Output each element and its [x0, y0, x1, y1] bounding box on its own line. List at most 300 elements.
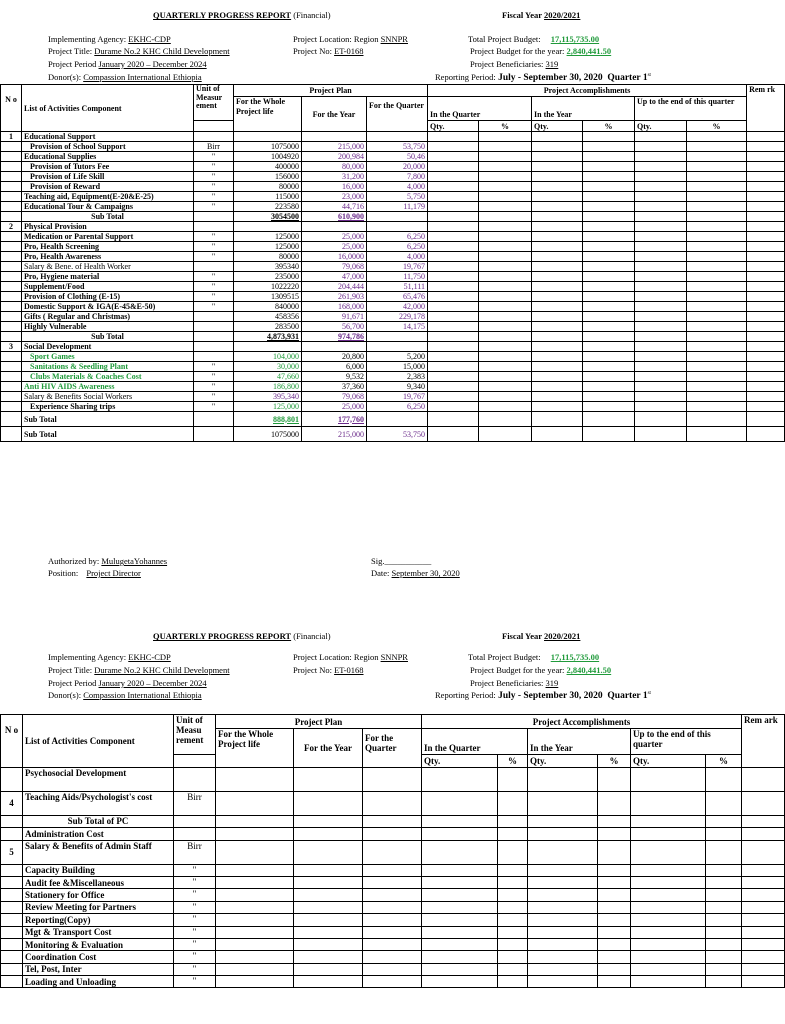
plan-quarter: 15,000 [367, 362, 428, 372]
financial-table-1 [0, 84, 785, 442]
empty-cell [479, 132, 532, 142]
col-header-year: For the Year [294, 729, 363, 768]
col-header-no: N o [1, 85, 22, 132]
table-row [1, 938, 785, 950]
empty-cell [635, 352, 687, 362]
empty-cell [687, 372, 747, 382]
report-title: QUARTERLY PROGRESS REPORT (Financial) [153, 631, 331, 641]
empty-cell [742, 767, 785, 791]
plan-quarter: 5,750 [367, 192, 428, 202]
row-no [1, 951, 23, 963]
table-row [1, 332, 785, 342]
empty-cell [747, 427, 785, 442]
row-no [1, 938, 23, 950]
empty-cell [583, 402, 635, 412]
table-row [1, 815, 785, 827]
empty-cell [747, 262, 785, 272]
empty-cell [687, 242, 747, 252]
empty-cell [747, 172, 785, 182]
empty-cell [583, 342, 635, 352]
activity-name: Social Development [22, 342, 194, 352]
empty-cell [598, 889, 631, 901]
unit: " [174, 951, 216, 963]
row-no [1, 828, 23, 840]
row-no [1, 963, 23, 975]
plan-year: 56,700 [302, 322, 367, 332]
col-header-activities: List of Activities Component [23, 715, 174, 768]
empty-cell [747, 232, 785, 242]
empty-cell [635, 427, 687, 442]
unit [194, 212, 234, 222]
empty-cell [363, 951, 422, 963]
table-row [1, 252, 785, 262]
plan-whole: 235000 [234, 272, 302, 282]
empty-cell [706, 864, 742, 876]
plan-whole: 125,000 [234, 402, 302, 412]
empty-cell [747, 272, 785, 282]
activity-name: Highly Vulnerable [22, 322, 194, 332]
empty-cell [706, 976, 742, 988]
empty-cell [583, 172, 635, 182]
empty-cell [532, 372, 583, 382]
row-no [1, 815, 23, 827]
empty-cell [532, 292, 583, 302]
plan-year: 23,000 [302, 192, 367, 202]
empty-cell [583, 362, 635, 372]
plan-year: 79,068 [302, 262, 367, 272]
project-no: Project No: ET-0168 [293, 665, 364, 675]
empty-cell [479, 222, 532, 232]
empty-cell [294, 767, 363, 791]
empty-cell [598, 828, 631, 840]
empty-cell [598, 914, 631, 926]
col-header-quarter: For the Quarter [367, 97, 428, 132]
empty-cell [428, 292, 479, 302]
activity-name: Loading and Unloading [23, 976, 174, 988]
empty-cell [479, 402, 532, 412]
empty-cell [598, 976, 631, 988]
plan-whole: 104,000 [234, 352, 302, 362]
empty-cell [479, 382, 532, 392]
empty-cell [532, 352, 583, 362]
col-header-plan: Project Plan [216, 715, 422, 729]
row-no [1, 901, 23, 913]
plan-whole: 186,800 [234, 382, 302, 392]
activity-name: Audit fee &Miscellaneous [23, 876, 174, 888]
empty-cell [687, 302, 747, 312]
empty-cell [631, 791, 706, 815]
empty-cell [363, 963, 422, 975]
empty-cell [687, 132, 747, 142]
plan-year: 9,532 [302, 372, 367, 382]
row-no [1, 142, 22, 152]
spacer [532, 97, 635, 109]
empty-cell [631, 901, 706, 913]
plan-quarter: 5,200 [367, 352, 428, 362]
empty-cell [598, 926, 631, 938]
activity-name: Physical Provision [22, 222, 194, 232]
project-title: Project Title: Durame No.2 KHC Child Development [48, 665, 230, 675]
empty-cell [479, 272, 532, 282]
table-row [1, 352, 785, 362]
empty-cell [428, 427, 479, 442]
empty-cell [583, 212, 635, 222]
empty-cell [532, 202, 583, 212]
table-row [1, 864, 785, 876]
empty-cell [583, 352, 635, 362]
empty-cell [528, 889, 598, 901]
activity-name: Sub Total [22, 212, 194, 222]
plan-quarter: 14,175 [367, 322, 428, 332]
empty-cell [687, 427, 747, 442]
empty-cell [498, 976, 528, 988]
activity-name: Salary & Benefits Social Workers [22, 392, 194, 402]
activity-name: Domestic Support & IGA(E-45&E-50) [22, 302, 194, 312]
unit: " [174, 963, 216, 975]
activity-name: Educational Support [22, 132, 194, 142]
empty-cell [583, 332, 635, 342]
plan-whole [234, 342, 302, 352]
row-no [1, 976, 23, 988]
empty-cell [706, 828, 742, 840]
empty-cell [747, 192, 785, 202]
empty-cell [747, 362, 785, 372]
table-row [1, 212, 785, 222]
empty-cell [687, 262, 747, 272]
empty-cell [498, 951, 528, 963]
col-header-unit: Unit of Measur ement [194, 85, 234, 121]
empty-cell [706, 889, 742, 901]
activity-name: Psychosocial Development [23, 767, 174, 791]
row-no [1, 172, 22, 182]
empty-cell [583, 182, 635, 192]
empty-cell [422, 914, 498, 926]
empty-cell [598, 951, 631, 963]
empty-cell [635, 202, 687, 212]
empty-cell [532, 342, 583, 352]
table-row [1, 302, 785, 312]
spacer [174, 755, 216, 767]
plan-whole: 888,801 [234, 412, 302, 427]
plan-whole: 840000 [234, 302, 302, 312]
project-title: Project Title: Durame No.2 KHC Child Development [48, 46, 230, 56]
table-row [1, 162, 785, 172]
plan-year: 610,900 [302, 212, 367, 222]
empty-cell [216, 876, 294, 888]
empty-cell [532, 412, 583, 427]
empty-cell [498, 926, 528, 938]
empty-cell [635, 262, 687, 272]
empty-cell [747, 382, 785, 392]
empty-cell [687, 182, 747, 192]
empty-cell [363, 791, 422, 815]
table-row [1, 976, 785, 988]
plan-year: 25,000 [302, 242, 367, 252]
plan-whole: 4,873,931 [234, 332, 302, 342]
row-no [1, 352, 22, 362]
plan-year: 168,000 [302, 302, 367, 312]
col-header-remark: Rem ark [742, 715, 785, 768]
table-row [1, 142, 785, 152]
col-header-in-quarter: In the Quarter [422, 743, 528, 755]
empty-cell [706, 926, 742, 938]
activity-name: Anti HIV AIDS Awareness [22, 382, 194, 392]
activity-name: Pro, Health Awareness [22, 252, 194, 262]
row-no [1, 767, 23, 791]
plan-year: 204,444 [302, 282, 367, 292]
empty-cell [528, 815, 598, 827]
row-no [1, 322, 22, 332]
empty-cell [742, 876, 785, 888]
unit [194, 332, 234, 342]
empty-cell [428, 342, 479, 352]
plan-year: 16,000 [302, 182, 367, 192]
unit: " [194, 162, 234, 172]
plan-quarter: 53,750 [367, 142, 428, 152]
table-row [1, 172, 785, 182]
plan-whole [234, 132, 302, 142]
empty-cell [742, 864, 785, 876]
empty-cell [742, 914, 785, 926]
col-header-qty: Qty. [422, 755, 498, 767]
empty-cell [583, 427, 635, 442]
activity-name: Stationery for Office [23, 889, 174, 901]
empty-cell [747, 312, 785, 322]
empty-cell [635, 162, 687, 172]
empty-cell [583, 192, 635, 202]
empty-cell [479, 192, 532, 202]
empty-cell [363, 767, 422, 791]
empty-cell [422, 791, 498, 815]
empty-cell [742, 889, 785, 901]
empty-cell [687, 142, 747, 152]
plan-quarter: 4,000 [367, 182, 428, 192]
empty-cell [635, 392, 687, 402]
unit: " [194, 242, 234, 252]
activity-name: Experience Sharing trips [22, 402, 194, 412]
empty-cell [687, 202, 747, 212]
empty-cell [635, 172, 687, 182]
unit: " [174, 901, 216, 913]
empty-cell [294, 889, 363, 901]
activity-name: Monitoring & Evaluation [23, 938, 174, 950]
plan-year: 177,760 [302, 412, 367, 427]
empty-cell [583, 272, 635, 282]
reporting-period: Reporting Period: July - September 30, 2020 Quarter 1st [435, 72, 651, 84]
col-header-pct: % [598, 755, 631, 767]
activity-name: Educational Supplies [22, 152, 194, 162]
activity-name: Tel, Post, Inter [23, 963, 174, 975]
col-header-quarter: For the Quarter [363, 729, 422, 768]
table-row [1, 901, 785, 913]
empty-cell [706, 791, 742, 815]
row-no [1, 392, 22, 402]
plan-quarter: 11,179 [367, 202, 428, 212]
empty-cell [687, 402, 747, 412]
empty-cell [532, 262, 583, 272]
activity-name: Medication or Parental Support [22, 232, 194, 242]
empty-cell [747, 322, 785, 332]
total-budget: Total Project Budget: 17,115,735.00 [468, 34, 600, 44]
empty-cell [428, 352, 479, 362]
unit [194, 427, 234, 442]
unit: " [174, 938, 216, 950]
row-no [1, 402, 22, 412]
row-no [1, 332, 22, 342]
unit [174, 828, 216, 840]
empty-cell [428, 162, 479, 172]
donor: Donor(s): Compassion International Ethiopia [48, 690, 202, 700]
plan-whole: 395,340 [234, 392, 302, 402]
project-location: Project Location: Region SNNPR [293, 652, 408, 662]
plan-year: 215,000 [302, 427, 367, 442]
empty-cell [583, 322, 635, 332]
empty-cell [583, 242, 635, 252]
empty-cell [498, 963, 528, 975]
empty-cell [747, 132, 785, 142]
empty-cell [583, 202, 635, 212]
table-row [1, 889, 785, 901]
empty-cell [428, 222, 479, 232]
empty-cell [479, 242, 532, 252]
empty-cell [479, 427, 532, 442]
plan-whole: 115000 [234, 192, 302, 202]
empty-cell [742, 951, 785, 963]
empty-cell [422, 767, 498, 791]
plan-whole: 1075000 [234, 142, 302, 152]
activity-name: Sanitations & Seedling Plant [22, 362, 194, 372]
empty-cell [216, 963, 294, 975]
empty-cell [747, 372, 785, 382]
col-header-plan: Project Plan [234, 85, 428, 97]
col-header-unit: Unit of Measu rement [174, 715, 216, 755]
empty-cell [583, 292, 635, 302]
table-row [1, 132, 785, 142]
empty-cell [532, 152, 583, 162]
row-no: 3 [1, 342, 22, 352]
empty-cell [479, 152, 532, 162]
empty-cell [532, 382, 583, 392]
empty-cell [363, 976, 422, 988]
empty-cell [631, 828, 706, 840]
activity-name: Pro, Health Screening [22, 242, 194, 252]
empty-cell [428, 272, 479, 282]
col-header-qty: Qty. [532, 121, 583, 132]
empty-cell [747, 162, 785, 172]
row-no [1, 302, 22, 312]
plan-whole: 1075000 [234, 427, 302, 442]
activity-name: Sub Total [22, 332, 194, 342]
unit [174, 815, 216, 827]
table-row [1, 914, 785, 926]
empty-cell [532, 392, 583, 402]
empty-cell [216, 840, 294, 864]
table-row [1, 192, 785, 202]
activity-name: Sport Games [22, 352, 194, 362]
empty-cell [635, 342, 687, 352]
row-no [1, 162, 22, 172]
table-row [1, 767, 785, 791]
empty-cell [635, 242, 687, 252]
table-row [1, 828, 785, 840]
empty-cell [687, 382, 747, 392]
row-no [1, 192, 22, 202]
plan-quarter [367, 332, 428, 342]
empty-cell [687, 282, 747, 292]
empty-cell [687, 352, 747, 362]
empty-cell [532, 322, 583, 332]
empty-cell [428, 402, 479, 412]
empty-cell [422, 889, 498, 901]
empty-cell [532, 242, 583, 252]
empty-cell [216, 976, 294, 988]
empty-cell [428, 192, 479, 202]
row-no [1, 182, 22, 192]
table-row [1, 392, 785, 402]
row-no [1, 876, 23, 888]
empty-cell [216, 938, 294, 950]
empty-cell [583, 392, 635, 402]
empty-cell [687, 192, 747, 202]
plan-quarter [367, 412, 428, 427]
empty-cell [428, 302, 479, 312]
empty-cell [428, 392, 479, 402]
plan-year: 6,000 [302, 362, 367, 372]
empty-cell [216, 767, 294, 791]
empty-cell [742, 840, 785, 864]
empty-cell [428, 362, 479, 372]
unit [194, 342, 234, 352]
empty-cell [635, 322, 687, 332]
empty-cell [428, 252, 479, 262]
table-row [1, 963, 785, 975]
empty-cell [583, 232, 635, 242]
empty-cell [532, 232, 583, 242]
unit: " [194, 172, 234, 182]
empty-cell [687, 342, 747, 352]
row-no: 4 [1, 791, 23, 815]
fiscal-year: Fiscal Year 2020/2021 [502, 631, 581, 641]
empty-cell [747, 212, 785, 222]
empty-cell [631, 951, 706, 963]
empty-cell [528, 840, 598, 864]
table-row [1, 342, 785, 352]
empty-cell [528, 901, 598, 913]
empty-cell [532, 172, 583, 182]
empty-cell [216, 815, 294, 827]
empty-cell [422, 876, 498, 888]
unit: " [174, 864, 216, 876]
plan-whole: 1309515 [234, 292, 302, 302]
empty-cell [479, 142, 532, 152]
empty-cell [742, 938, 785, 950]
empty-cell [631, 767, 706, 791]
empty-cell [532, 252, 583, 262]
empty-cell [687, 412, 747, 427]
activity-name: Provision of School Support [22, 142, 194, 152]
empty-cell [216, 889, 294, 901]
empty-cell [631, 976, 706, 988]
unit: " [194, 182, 234, 192]
col-header-qty: Qty. [428, 121, 479, 132]
empty-cell [216, 791, 294, 815]
row-no [1, 914, 23, 926]
plan-year: 25,000 [302, 232, 367, 242]
empty-cell [742, 828, 785, 840]
empty-cell [747, 252, 785, 262]
activity-name: Supplement/Food [22, 282, 194, 292]
empty-cell [598, 938, 631, 950]
